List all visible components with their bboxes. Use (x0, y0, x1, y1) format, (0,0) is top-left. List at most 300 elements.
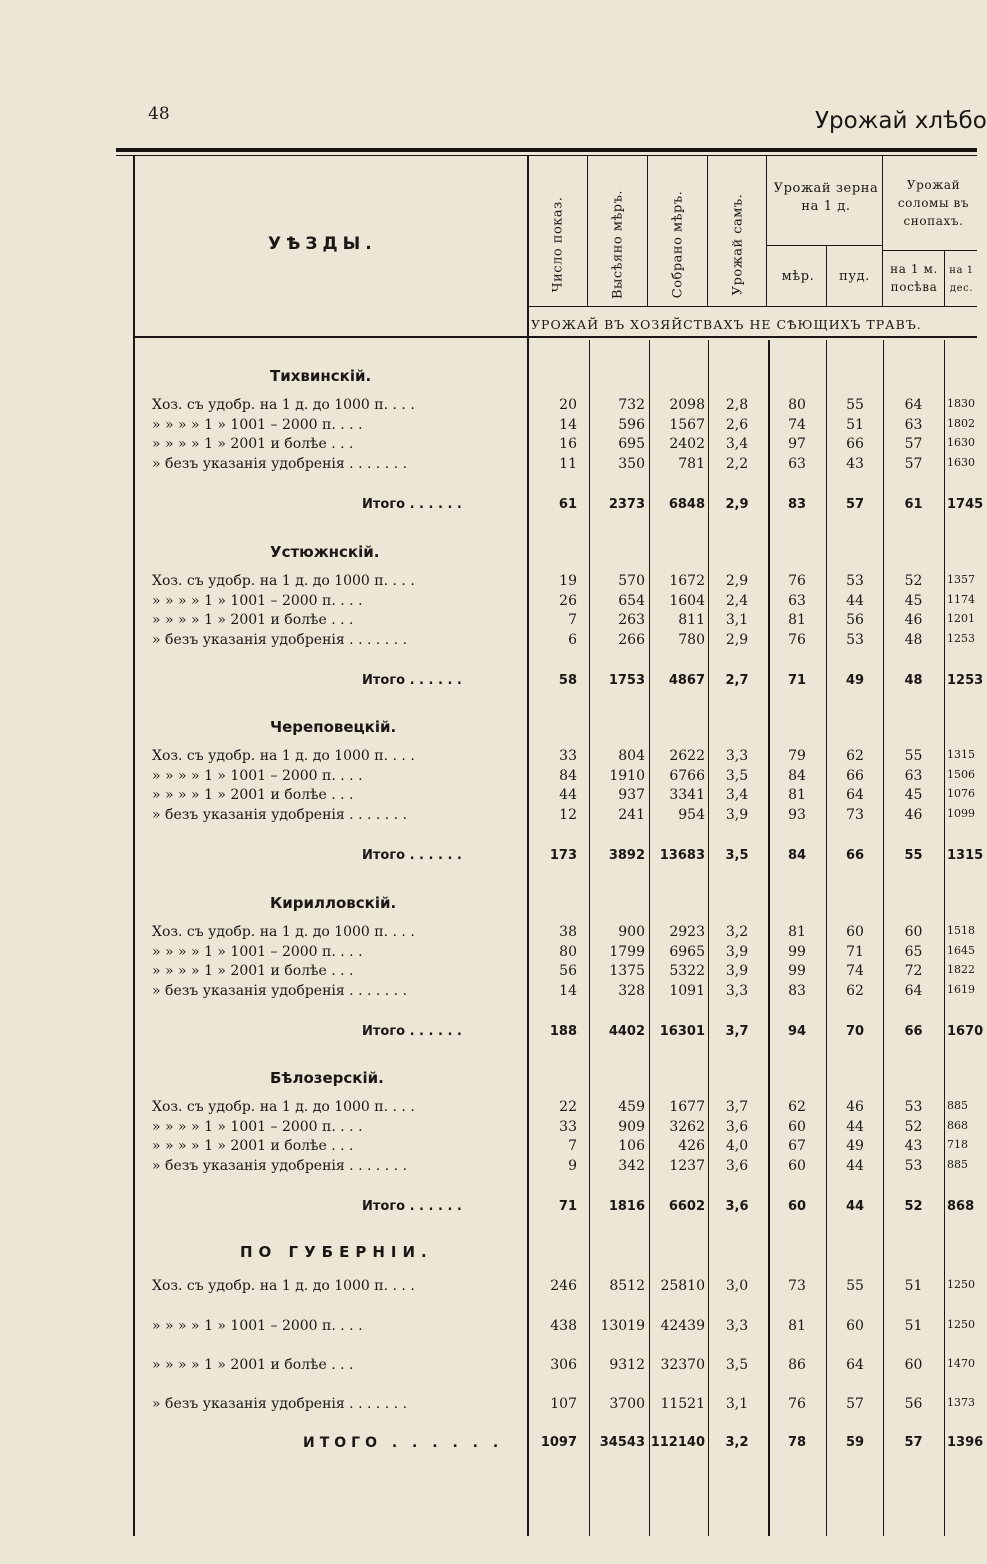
cell-harvested: 781 (678, 455, 705, 472)
cell-sown: 342 (618, 1157, 645, 1174)
cell-yield-self: 3,1 (725, 1396, 749, 1412)
subheader: УРОЖАЙ ВЪ ХОЗЯЙСТВАХЪ НЕ СѢЮЩИХЪ ТРАВЪ. (531, 317, 922, 332)
total-yield-self: 3,2 (725, 1435, 749, 1450)
cell-grain-pud: 44 (846, 592, 864, 609)
cell-grain-mer: 74 (788, 416, 806, 433)
cell-straw-per-des: 1645 (947, 943, 975, 957)
cell-sown: 596 (618, 416, 645, 433)
cell-harvested: 1672 (669, 573, 705, 589)
cell-straw-per-des: 1630 (947, 436, 975, 449)
cell-yield-self: 3,2 (725, 924, 749, 940)
cell-yield-self: 3,4 (725, 436, 749, 452)
cell-straw-per-measure: 51 (904, 1278, 923, 1294)
cell-sown: 106 (618, 1138, 645, 1154)
cell-count: 20 (559, 397, 577, 413)
cell-straw-per-measure: 64 (904, 982, 923, 999)
cell-grain-mer: 80 (788, 397, 806, 413)
cell-harvested: 25810 (660, 1278, 705, 1294)
cell-harvested: 5322 (669, 963, 705, 979)
cell-harvested: 2402 (669, 436, 705, 452)
header-divider (707, 156, 708, 306)
cell-straw-per-des: 1250 (947, 1318, 975, 1331)
row-label: Хоз. съ удобр. на 1 д. до 1000 п. . . . (152, 748, 415, 764)
cell-sown: 695 (618, 436, 645, 452)
body-divider (944, 340, 945, 1536)
body-divider (768, 340, 770, 1536)
cell-straw-per-measure: 52 (904, 1118, 923, 1135)
cell-grain-mer: 76 (788, 1396, 806, 1412)
row-label: » » » » 1 » 1001 – 2000 п. . . . (152, 1118, 363, 1135)
cell-straw-per-measure: 46 (904, 806, 923, 823)
section-title: Кирилловскій. (270, 894, 397, 912)
cell-straw-per-measure: 63 (904, 767, 923, 784)
cell-straw-per-des: 1802 (947, 416, 975, 430)
cell-grain-pud: 53 (846, 573, 864, 589)
total-straw-per-measure: 66 (904, 1024, 923, 1039)
total-count: 58 (558, 673, 577, 688)
cell-grain-mer: 81 (788, 787, 806, 803)
row-label: Хоз. съ удобр. на 1 д. до 1000 п. . . . (152, 924, 415, 940)
cell-grain-pud: 62 (846, 982, 864, 999)
cell-harvested: 2622 (669, 748, 705, 764)
cell-harvested: 2923 (669, 924, 705, 940)
total-yield-self: 3,6 (725, 1199, 749, 1214)
itogo-label: Итого . . . . . . (362, 497, 462, 512)
cell-count: 16 (559, 436, 577, 452)
cell-straw-per-des: 1518 (947, 924, 975, 937)
cell-grain-pud: 44 (846, 1157, 864, 1174)
row-label: Хоз. съ удобр. на 1 д. до 1000 п. . . . (152, 1278, 415, 1294)
cell-straw-per-measure: 53 (904, 1099, 923, 1115)
cell-yield-self: 3,5 (725, 767, 749, 784)
section-title: Тихвинскій. (270, 367, 372, 385)
cell-count: 38 (559, 924, 577, 940)
row-label: » » » » 1 » 2001 и болѣе . . . (152, 1357, 354, 1373)
cell-harvested: 811 (678, 612, 705, 628)
itogo-label: Итого . . . . . . (362, 848, 462, 863)
cell-sown: 350 (618, 455, 645, 472)
cell-harvested: 2098 (669, 397, 705, 413)
cell-harvested: 11521 (660, 1396, 705, 1412)
total-grain-pud: 49 (845, 673, 865, 688)
cell-straw-per-measure: 72 (904, 963, 923, 979)
cell-count: 9 (568, 1157, 577, 1174)
cell-grain-mer: 63 (788, 455, 806, 472)
cell-harvested: 1567 (669, 416, 705, 433)
cell-sown: 328 (618, 982, 645, 999)
cell-grain-mer: 79 (788, 748, 806, 764)
cell-straw-per-des: 885 (947, 1157, 968, 1171)
cell-grain-mer: 81 (788, 612, 806, 628)
cell-harvested: 1237 (669, 1157, 705, 1174)
col-harvested-header: Собрано мѣръ. (670, 190, 686, 299)
total-sown: 1816 (608, 1199, 645, 1214)
cell-straw-per-des: 1174 (947, 592, 975, 606)
cell-straw-per-measure: 57 (904, 455, 923, 472)
cell-grain-pud: 71 (846, 943, 864, 960)
cell-count: 19 (559, 573, 577, 589)
cell-yield-self: 2,9 (725, 573, 749, 589)
cell-grain-pud: 46 (846, 1099, 864, 1115)
total-harvested: 6848 (668, 497, 705, 512)
row-label: » » » » 1 » 1001 – 2000 п. . . . (152, 592, 363, 609)
total-yield-self: 2,9 (725, 497, 749, 512)
cell-count: 44 (559, 787, 577, 803)
cell-yield-self: 3,4 (725, 787, 749, 803)
total-harvested: 16301 (659, 1024, 705, 1039)
cell-count: 14 (559, 416, 577, 433)
cell-harvested: 780 (678, 631, 705, 648)
cell-grain-pud: 74 (846, 963, 864, 979)
cell-straw-per-des: 1315 (947, 748, 975, 761)
header-bottom-rule (527, 306, 977, 307)
cell-count: 12 (559, 806, 577, 823)
cell-grain-pud: 64 (846, 1357, 864, 1373)
cell-yield-self: 2,2 (725, 455, 749, 472)
total-straw-per-des: 1745 (947, 497, 984, 512)
cell-straw-per-measure: 53 (904, 1157, 923, 1174)
cell-grain-mer: 83 (788, 982, 806, 999)
cell-straw-per-measure: 43 (904, 1138, 923, 1154)
total-straw-per-des: 1315 (947, 848, 984, 863)
cell-grain-mer: 76 (788, 573, 806, 589)
itogo-label: Итого . . . . . . (362, 1199, 462, 1214)
cell-grain-pud: 64 (846, 787, 864, 803)
cell-yield-self: 3,3 (725, 1318, 749, 1334)
cell-sown: 1910 (609, 767, 645, 784)
cell-count: 33 (559, 748, 577, 764)
total-straw-per-des: 1396 (947, 1435, 984, 1450)
cell-grain-mer: 60 (788, 1157, 806, 1174)
cell-straw-per-des: 1253 (947, 631, 975, 645)
cell-sown: 3700 (609, 1396, 645, 1412)
cell-yield-self: 3,6 (725, 1157, 749, 1174)
cell-count: 6 (568, 631, 577, 648)
cell-sown: 937 (618, 787, 645, 803)
total-grain-mer: 83 (787, 497, 807, 512)
cell-grain-mer: 86 (788, 1357, 806, 1373)
straw-group-header: Урожай соломы въ снопахъ. (897, 178, 970, 228)
cell-count: 56 (559, 963, 577, 979)
header-divider (587, 156, 588, 306)
cell-straw-per-measure: 51 (904, 1318, 923, 1334)
cell-straw-per-measure: 57 (904, 436, 923, 452)
cell-yield-self: 3,6 (725, 1118, 749, 1135)
total-harvested: 112140 (650, 1435, 705, 1450)
cell-sown: 654 (618, 592, 645, 609)
cell-grain-mer: 99 (788, 943, 806, 960)
col-count-header: Число показ. (550, 196, 566, 293)
cell-yield-self: 3,9 (725, 963, 749, 979)
cell-count: 246 (550, 1278, 577, 1294)
cell-count: 84 (559, 767, 577, 784)
grain-pud-header: пуд. (839, 269, 870, 284)
cell-grain-pud: 56 (846, 612, 864, 628)
body-divider (708, 340, 709, 1536)
cell-sown: 1799 (609, 943, 645, 960)
total-sown: 34543 (599, 1435, 645, 1450)
cell-sown: 570 (618, 573, 645, 589)
cell-sown: 804 (618, 748, 645, 764)
cell-straw-per-measure: 52 (904, 573, 923, 589)
total-straw-per-des: 1253 (947, 673, 984, 688)
cell-yield-self: 3,1 (725, 612, 749, 628)
page-number: 48 (148, 104, 170, 124)
total-sown: 1753 (608, 673, 645, 688)
section-title: Череповецкій. (270, 718, 397, 736)
cell-count: 33 (559, 1118, 577, 1135)
cell-harvested: 32370 (660, 1357, 705, 1373)
cell-count: 26 (559, 592, 577, 609)
cell-sown: 9312 (609, 1357, 645, 1373)
cell-harvested: 1604 (669, 592, 705, 609)
cell-grain-pud: 66 (846, 767, 864, 784)
total-sown: 4402 (608, 1024, 645, 1039)
cell-straw-per-measure: 56 (904, 1396, 923, 1412)
cell-straw-per-measure: 60 (904, 924, 923, 940)
row-label: » » » » 1 » 1001 – 2000 п. . . . (152, 1318, 363, 1334)
itogo-label: Итого . . . . . . (362, 673, 462, 688)
cell-harvested: 42439 (660, 1318, 705, 1334)
total-straw-per-measure: 57 (904, 1435, 923, 1450)
subheader-bottom-rule (133, 336, 977, 338)
col-yield-self-header: Урожай самъ. (730, 193, 746, 296)
cell-yield-self: 4,0 (725, 1138, 749, 1154)
cell-grain-mer: 81 (788, 924, 806, 940)
cell-grain-mer: 73 (788, 1278, 806, 1294)
cell-grain-mer: 93 (788, 806, 806, 823)
header-divider (944, 250, 945, 306)
cell-grain-pud: 55 (846, 397, 864, 413)
cell-grain-pud: 57 (846, 1396, 864, 1412)
row-label: » безъ указанія удобренія . . . . . . . (152, 455, 408, 472)
cell-straw-per-measure: 55 (904, 748, 923, 764)
total-harvested: 6602 (668, 1199, 705, 1214)
cell-yield-self: 3,0 (725, 1278, 749, 1294)
cell-harvested: 3341 (669, 787, 705, 803)
cell-straw-per-measure: 48 (904, 631, 923, 648)
total-straw-per-des: 1670 (947, 1024, 984, 1039)
row-label: Хоз. съ удобр. на 1 д. до 1000 п. . . . (152, 1099, 415, 1115)
cell-straw-per-des: 868 (947, 1118, 968, 1132)
cell-count: 7 (568, 1138, 577, 1154)
total-harvested: 13683 (659, 848, 705, 863)
cell-count: 22 (559, 1099, 577, 1115)
stub-border (527, 156, 529, 1536)
cell-count: 306 (550, 1357, 577, 1373)
cell-straw-per-des: 1619 (947, 982, 975, 996)
row-label: » безъ указанія удобренія . . . . . . . (152, 631, 408, 648)
cell-harvested: 6965 (669, 943, 705, 960)
itogo-label: Итого . . . . . . (362, 1024, 462, 1039)
cell-straw-per-des: 1250 (947, 1278, 975, 1291)
header-sub-rule (882, 250, 977, 251)
cell-sown: 263 (618, 612, 645, 628)
cell-yield-self: 3,7 (725, 1099, 749, 1115)
row-label: » » » » 1 » 1001 – 2000 п. . . . (152, 767, 363, 784)
cell-straw-per-measure: 63 (904, 416, 923, 433)
cell-yield-self: 3,3 (725, 748, 749, 764)
cell-count: 438 (550, 1318, 577, 1334)
row-label: » » » » 1 » 2001 и болѣе . . . (152, 787, 354, 803)
cell-grain-pud: 66 (846, 436, 864, 452)
cell-sown: 909 (618, 1118, 645, 1135)
cell-grain-pud: 53 (846, 631, 864, 648)
total-count: 173 (549, 848, 577, 863)
itogo-total-label: ИТОГО . . . . . . (303, 1435, 504, 1451)
row-label: Хоз. съ удобр. на 1 д. до 1000 п. . . . (152, 397, 415, 413)
cell-sown: 900 (618, 924, 645, 940)
total-count: 71 (558, 1199, 577, 1214)
cell-grain-pud: 60 (846, 924, 864, 940)
row-label: » » » » 1 » 2001 и болѣе . . . (152, 612, 354, 628)
total-grain-mer: 78 (787, 1435, 807, 1450)
cell-harvested: 426 (678, 1138, 705, 1154)
cell-sown: 13019 (600, 1318, 645, 1334)
cell-sown: 241 (618, 806, 645, 823)
cell-straw-per-des: 1830 (947, 397, 975, 410)
cell-straw-per-des: 885 (947, 1099, 968, 1112)
cell-grain-mer: 84 (788, 767, 806, 784)
cell-straw-per-des: 1822 (947, 963, 975, 976)
row-label: » безъ указанія удобренія . . . . . . . (152, 1157, 408, 1174)
cell-yield-self: 3,9 (725, 943, 749, 960)
cell-sown: 266 (618, 631, 645, 648)
cell-count: 14 (559, 982, 577, 999)
cell-grain-pud: 60 (846, 1318, 864, 1334)
row-label: » » » » 1 » 2001 и болѣе . . . (152, 1138, 354, 1154)
cell-straw-per-measure: 45 (904, 592, 923, 609)
cell-straw-per-measure: 60 (904, 1357, 923, 1373)
col-sown-header: Высѣяно мѣръ. (610, 189, 626, 300)
top-rule-thick (116, 148, 977, 152)
body-divider (883, 340, 884, 1536)
cell-straw-per-des: 1076 (947, 787, 975, 800)
cell-straw-per-des: 1506 (947, 767, 975, 781)
cell-straw-per-des: 1099 (947, 806, 975, 820)
cell-yield-self: 2,9 (725, 631, 749, 648)
table-left-border (133, 156, 135, 1536)
section-title: Бѣлозерскій. (270, 1069, 384, 1087)
total-yield-self: 2,7 (725, 673, 749, 688)
header-divider (647, 156, 648, 306)
straw-per-measure-header: на 1 м. посѣва (890, 262, 938, 294)
cell-count: 107 (550, 1396, 577, 1412)
cell-harvested: 1091 (669, 982, 705, 999)
cell-yield-self: 3,3 (725, 982, 749, 999)
cell-straw-per-des: 1373 (947, 1396, 975, 1409)
cell-count: 80 (559, 943, 577, 960)
cell-harvested: 6766 (669, 767, 705, 784)
cell-grain-pud: 62 (846, 748, 864, 764)
body-divider (826, 340, 827, 1536)
grain-mer-header: мѣр. (781, 269, 815, 284)
row-label: » » » » 1 » 2001 и болѣе . . . (152, 963, 354, 979)
cell-grain-mer: 67 (788, 1138, 806, 1154)
cell-straw-per-des: 1201 (947, 612, 975, 625)
cell-grain-pud: 73 (846, 806, 864, 823)
total-grain-pud: 66 (845, 848, 865, 863)
header-sub-rule (766, 245, 882, 246)
top-rule-thin (116, 155, 977, 156)
cell-straw-per-des: 718 (947, 1138, 968, 1151)
cell-grain-pud: 49 (846, 1138, 864, 1154)
cell-grain-mer: 76 (788, 631, 806, 648)
cell-straw-per-measure: 65 (904, 943, 923, 960)
cell-straw-per-measure: 46 (904, 612, 923, 628)
cell-harvested: 3262 (669, 1118, 705, 1135)
cell-grain-pud: 51 (846, 416, 864, 433)
cell-harvested: 1677 (669, 1099, 705, 1115)
total-yield-self: 3,7 (725, 1024, 749, 1039)
cell-count: 11 (559, 455, 577, 472)
cell-yield-self: 2,4 (725, 592, 749, 609)
cell-grain-mer: 62 (788, 1099, 806, 1115)
grain-group-header: Урожай зерна на 1 д. (773, 181, 879, 214)
total-yield-self: 3,5 (725, 848, 749, 863)
cell-sown: 8512 (609, 1278, 645, 1294)
cell-grain-mer: 81 (788, 1318, 806, 1334)
total-count: 1097 (540, 1435, 577, 1450)
total-grain-mer: 84 (787, 848, 807, 863)
cell-grain-mer: 60 (788, 1118, 806, 1135)
row-label: » » » » 1 » 1001 – 2000 п. . . . (152, 943, 363, 960)
cell-yield-self: 3,5 (725, 1357, 749, 1373)
row-label: » безъ указанія удобренія . . . . . . . (152, 806, 408, 823)
guberniya-title: ПО ГУБЕРНІИ. (240, 1243, 433, 1261)
cell-straw-per-measure: 64 (904, 397, 923, 413)
cell-grain-mer: 99 (788, 963, 806, 979)
cell-grain-mer: 63 (788, 592, 806, 609)
cell-harvested: 954 (678, 806, 705, 823)
cell-count: 7 (568, 612, 577, 628)
cell-grain-mer: 97 (788, 436, 806, 452)
total-harvested: 4867 (668, 673, 705, 688)
total-straw-per-measure: 48 (904, 673, 923, 688)
running-title: Урожай хлѣбо (815, 108, 987, 134)
cell-yield-self: 3,9 (725, 806, 749, 823)
row-label: Хоз. съ удобр. на 1 д. до 1000 п. . . . (152, 573, 415, 589)
cell-grain-pud: 43 (846, 455, 864, 472)
total-grain-mer: 60 (787, 1199, 807, 1214)
cell-sown: 732 (618, 397, 645, 413)
total-grain-mer: 94 (787, 1024, 807, 1039)
cell-grain-pud: 55 (846, 1278, 864, 1294)
row-label: » » » » 1 » 2001 и болѣе . . . (152, 436, 354, 452)
header-divider (882, 156, 883, 306)
total-count: 61 (558, 497, 577, 512)
cell-sown: 459 (618, 1099, 645, 1115)
total-sown: 2373 (608, 497, 645, 512)
total-grain-pud: 57 (845, 497, 865, 512)
cell-grain-pud: 44 (846, 1118, 864, 1135)
row-label: » безъ указанія удобренія . . . . . . . (152, 982, 408, 999)
total-grain-pud: 59 (845, 1435, 865, 1450)
total-grain-pud: 44 (845, 1199, 865, 1214)
row-label: » безъ указанія удобренія . . . . . . . (152, 1396, 408, 1412)
cell-yield-self: 2,8 (725, 397, 749, 413)
cell-straw-per-des: 1630 (947, 455, 975, 469)
total-grain-pud: 70 (845, 1024, 865, 1039)
total-straw-per-des: 868 (947, 1199, 975, 1214)
uezdy-heading: УѢЗДЫ. (268, 234, 377, 254)
total-count: 188 (549, 1024, 577, 1039)
straw-per-des-header: на 1 дес. (949, 265, 974, 294)
header-divider (766, 156, 767, 306)
total-straw-per-measure: 52 (904, 1199, 923, 1214)
section-title: Устюжнскій. (270, 543, 380, 561)
cell-straw-per-measure: 45 (904, 787, 923, 803)
